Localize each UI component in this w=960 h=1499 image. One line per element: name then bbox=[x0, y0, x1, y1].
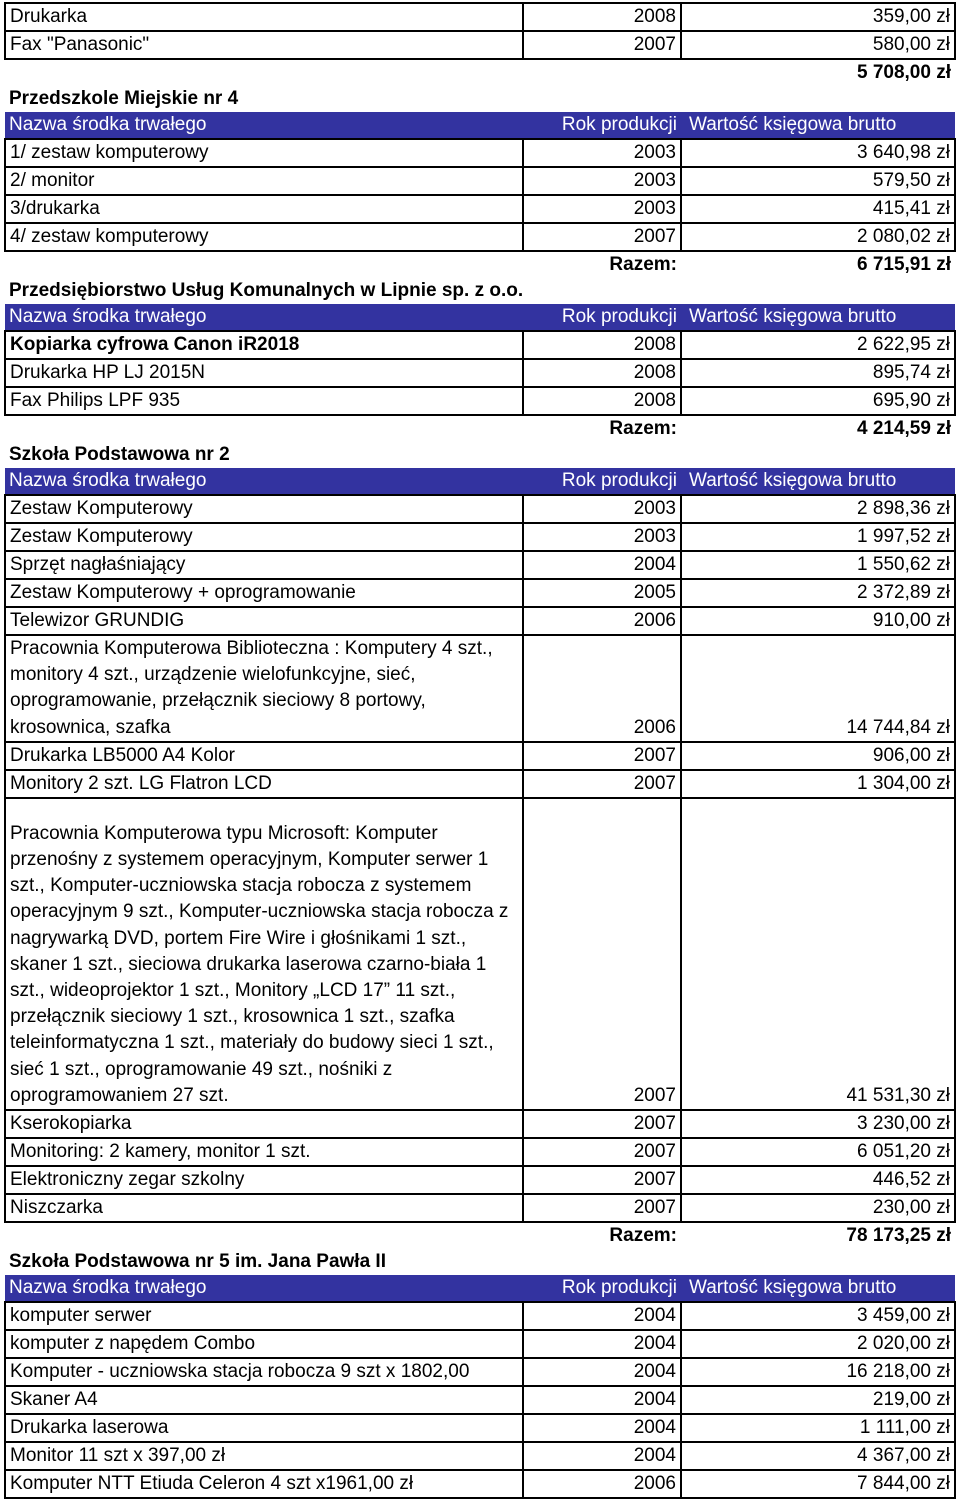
asset-name: Drukarka bbox=[5, 3, 523, 31]
table-row bbox=[5, 331, 955, 359]
asset-value: 16 218,00 zł bbox=[681, 1358, 955, 1386]
table-row bbox=[5, 1470, 955, 1498]
asset-year: 2008 bbox=[523, 331, 681, 359]
asset-year: 2007 bbox=[523, 1110, 681, 1138]
asset-value: 910,00 zł bbox=[681, 607, 955, 635]
asset-name: Elektroniczny zegar szkolny bbox=[5, 1166, 523, 1194]
asset-name: 2/ monitor bbox=[5, 167, 523, 195]
table-row bbox=[5, 1442, 955, 1470]
asset-name: Sprzęt nagłaśniający bbox=[5, 551, 523, 579]
table-row bbox=[5, 359, 955, 387]
asset-value: 2 080,02 zł bbox=[681, 223, 955, 251]
asset-value: 41 531,30 zł bbox=[681, 798, 955, 1110]
asset-name: Drukarka LB5000 A4 Kolor bbox=[5, 742, 523, 770]
asset-name: 4/ zestaw komputerowy bbox=[5, 223, 523, 251]
asset-name: Zestaw Komputerowy bbox=[5, 495, 523, 523]
table-row bbox=[5, 495, 955, 523]
section-title: Przedszkole Miejskie nr 4 bbox=[9, 88, 239, 109]
header-value: Wartość księgowa brutto bbox=[681, 468, 955, 495]
asset-year: 2007 bbox=[523, 770, 681, 798]
asset-value: 4 367,00 zł bbox=[681, 1442, 955, 1470]
asset-name: Zestaw Komputerowy + oprogramowanie bbox=[5, 579, 523, 607]
asset-year: 2007 bbox=[523, 1194, 681, 1222]
asset-year: 2004 bbox=[523, 1386, 681, 1414]
asset-name: Drukarka HP LJ 2015N bbox=[5, 359, 523, 387]
asset-table bbox=[4, 2, 956, 1499]
asset-year: 2003 bbox=[523, 139, 681, 167]
table-row bbox=[5, 607, 955, 635]
asset-year: 2004 bbox=[523, 551, 681, 579]
asset-name: Pracownia Komputerowa Biblioteczna : Komputery 4 szt., monitory 4 szt., urządzenie wielofunkcyjne, sieć, oprogramowanie, przełącznik sieciowy 8 portowy, krosownica, szafka bbox=[5, 635, 523, 742]
total-value: 78 173,25 zł bbox=[846, 1225, 951, 1247]
table-row bbox=[5, 387, 955, 415]
total-value: 4 214,59 zł bbox=[856, 418, 951, 439]
asset-value: 3 640,98 zł bbox=[681, 139, 955, 167]
table-row bbox=[5, 3, 955, 31]
section-title-row bbox=[5, 442, 955, 468]
asset-name: Komputer - uczniowska stacja robocza 9 szt x 1802,00 bbox=[5, 1358, 523, 1386]
table-row bbox=[5, 1110, 955, 1138]
asset-year: 2008 bbox=[523, 359, 681, 387]
asset-value: 1 997,52 zł bbox=[681, 523, 955, 551]
column-header-row bbox=[5, 468, 955, 495]
asset-year: 2004 bbox=[523, 1330, 681, 1358]
table-row bbox=[5, 1302, 955, 1330]
column-header-row bbox=[5, 112, 955, 139]
asset-value: 230,00 zł bbox=[681, 1194, 955, 1222]
table-row bbox=[5, 770, 955, 798]
table-row bbox=[5, 798, 955, 1110]
asset-name: komputer serwer bbox=[5, 1302, 523, 1330]
asset-name: Monitor 11 szt x 397,00 zł bbox=[5, 1442, 523, 1470]
asset-year: 2007 bbox=[523, 1166, 681, 1194]
asset-value: 2 020,00 zł bbox=[681, 1330, 955, 1358]
asset-value: 7 844,00 zł bbox=[681, 1470, 955, 1498]
asset-name: Monitory 2 szt. LG Flatron LCD bbox=[5, 770, 523, 798]
asset-name: Pracownia Komputerowa typu Microsoft: Komputer przenośny z systemem operacyjnym, Komputer serwer 1 szt., Komputer-uczniowska stacja robocza z systemem operacyjnym 9 szt., Komputer-uczniowska stacja robocza z nagrywarką DVD, portem Fire Wire i głośnikami 1 szt., skaner 1 szt., sieciowa drukarka laserowa czarno-biała 1 szt., wideoprojektor 1 szt., Monitory „LCD 17” 11 szt., przełącznik sieciowy 1 szt., krosownica 1 szt., szafka teleinformatyczna 1 szt., materiały do budowy sieci 1 szt., sieć 1 szt., oprogramowanie 49 szt., nośniki z oprogramowaniem 27 szt. bbox=[5, 798, 523, 1110]
asset-year: 2006 bbox=[523, 607, 681, 635]
table-row bbox=[5, 551, 955, 579]
total-row bbox=[5, 251, 955, 278]
asset-year: 2004 bbox=[523, 1442, 681, 1470]
asset-name: komputer z napędem Combo bbox=[5, 1330, 523, 1358]
asset-name: Komputer NTT Etiuda Celeron 4 szt x1961,00 zł bbox=[5, 1470, 523, 1498]
asset-year: 2004 bbox=[523, 1302, 681, 1330]
asset-name: Kopiarka cyfrowa Canon iR2018 bbox=[5, 331, 523, 359]
table-row bbox=[5, 139, 955, 167]
header-value: Wartość księgowa brutto bbox=[681, 1275, 955, 1302]
asset-name: Kserokopiarka bbox=[5, 1110, 523, 1138]
asset-value: 2 898,36 zł bbox=[681, 495, 955, 523]
asset-name: Monitoring: 2 kamery, monitor 1 szt. bbox=[5, 1138, 523, 1166]
header-name: Nazwa środka trwałego bbox=[5, 112, 523, 139]
section-title: Szkoła Podstawowa nr 2 bbox=[9, 444, 230, 465]
section-title-row bbox=[5, 1249, 955, 1275]
table-row bbox=[5, 1386, 955, 1414]
asset-year: 2007 bbox=[523, 1138, 681, 1166]
asset-year: 2003 bbox=[523, 167, 681, 195]
asset-value: 580,00 zł bbox=[681, 31, 955, 59]
table-row bbox=[5, 1358, 955, 1386]
asset-name: Fax "Panasonic" bbox=[5, 31, 523, 59]
section-title-row bbox=[5, 86, 955, 112]
total-label: Razem: bbox=[609, 254, 677, 275]
header-name: Nazwa środka trwałego bbox=[5, 468, 523, 495]
asset-year: 2003 bbox=[523, 523, 681, 551]
asset-year: 2003 bbox=[523, 495, 681, 523]
header-name: Nazwa środka trwałego bbox=[5, 304, 523, 331]
asset-value: 219,00 zł bbox=[681, 1386, 955, 1414]
asset-year: 2005 bbox=[523, 579, 681, 607]
asset-value: 1 111,00 zł bbox=[681, 1414, 955, 1442]
table-row bbox=[5, 1330, 955, 1358]
asset-year: 2007 bbox=[523, 31, 681, 59]
asset-name: 3/drukarka bbox=[5, 195, 523, 223]
header-name: Nazwa środka trwałego bbox=[5, 1275, 523, 1302]
table-row bbox=[5, 523, 955, 551]
table-row bbox=[5, 31, 955, 59]
table-row bbox=[5, 223, 955, 251]
asset-value: 695,90 zł bbox=[681, 387, 955, 415]
asset-name: Fax Philips LPF 935 bbox=[5, 387, 523, 415]
table-row bbox=[5, 1414, 955, 1442]
total-label: Razem: bbox=[609, 418, 677, 439]
asset-value: 579,50 zł bbox=[681, 167, 955, 195]
asset-value: 895,74 zł bbox=[681, 359, 955, 387]
asset-value: 14 744,84 zł bbox=[681, 635, 955, 742]
asset-year: 2003 bbox=[523, 195, 681, 223]
total-label: Razem: bbox=[609, 1225, 677, 1247]
header-year: Rok produkcji bbox=[523, 112, 681, 139]
section-title-row bbox=[5, 278, 955, 304]
header-year: Rok produkcji bbox=[523, 468, 681, 495]
table-row bbox=[5, 742, 955, 770]
asset-year: 2004 bbox=[523, 1358, 681, 1386]
table-row bbox=[5, 1194, 955, 1222]
table-row bbox=[5, 635, 955, 742]
asset-value: 2 622,95 zł bbox=[681, 331, 955, 359]
table-row bbox=[5, 167, 955, 195]
asset-year: 2008 bbox=[523, 387, 681, 415]
column-header-row bbox=[5, 1275, 955, 1302]
asset-year: 2007 bbox=[523, 223, 681, 251]
table-row bbox=[5, 579, 955, 607]
asset-year: 2006 bbox=[523, 635, 681, 742]
asset-name: Niszczarka bbox=[5, 1194, 523, 1222]
header-value: Wartość księgowa brutto bbox=[681, 112, 955, 139]
asset-name: Drukarka laserowa bbox=[5, 1414, 523, 1442]
asset-year: 2004 bbox=[523, 1414, 681, 1442]
asset-sheet bbox=[4, 2, 954, 1499]
header-year: Rok produkcji bbox=[523, 304, 681, 331]
total-value: 5 708,00 zł bbox=[856, 62, 951, 83]
asset-year: 2007 bbox=[523, 742, 681, 770]
total-row bbox=[5, 415, 955, 442]
column-header-row bbox=[5, 304, 955, 331]
asset-value: 6 051,20 zł bbox=[681, 1138, 955, 1166]
table-row bbox=[5, 1166, 955, 1194]
asset-name: Zestaw Komputerowy bbox=[5, 523, 523, 551]
header-year: Rok produkcji bbox=[523, 1275, 681, 1302]
asset-value: 1 550,62 zł bbox=[681, 551, 955, 579]
section-title: Przedsiębiorstwo Usług Komunalnych w Lipnie sp. z o.o. bbox=[9, 280, 524, 301]
asset-value: 1 304,00 zł bbox=[681, 770, 955, 798]
total-value: 6 715,91 zł bbox=[856, 254, 951, 275]
asset-value: 906,00 zł bbox=[681, 742, 955, 770]
table-row bbox=[5, 1138, 955, 1166]
asset-value: 415,41 zł bbox=[681, 195, 955, 223]
asset-value: 3 230,00 zł bbox=[681, 1110, 955, 1138]
total-row bbox=[5, 59, 955, 86]
asset-value: 446,52 zł bbox=[681, 1166, 955, 1194]
asset-name: Skaner A4 bbox=[5, 1386, 523, 1414]
asset-name: Telewizor GRUNDIG bbox=[5, 607, 523, 635]
asset-year: 2008 bbox=[523, 3, 681, 31]
asset-value: 2 372,89 zł bbox=[681, 579, 955, 607]
table-row bbox=[5, 195, 955, 223]
asset-value: 359,00 zł bbox=[681, 3, 955, 31]
asset-value: 3 459,00 zł bbox=[681, 1302, 955, 1330]
asset-name: 1/ zestaw komputerowy bbox=[5, 139, 523, 167]
asset-year: 2007 bbox=[523, 798, 681, 1110]
total-row bbox=[5, 1222, 955, 1249]
header-value: Wartość księgowa brutto bbox=[681, 304, 955, 331]
section-title: Szkoła Podstawowa nr 5 im. Jana Pawła II bbox=[9, 1251, 386, 1273]
asset-year: 2006 bbox=[523, 1470, 681, 1498]
